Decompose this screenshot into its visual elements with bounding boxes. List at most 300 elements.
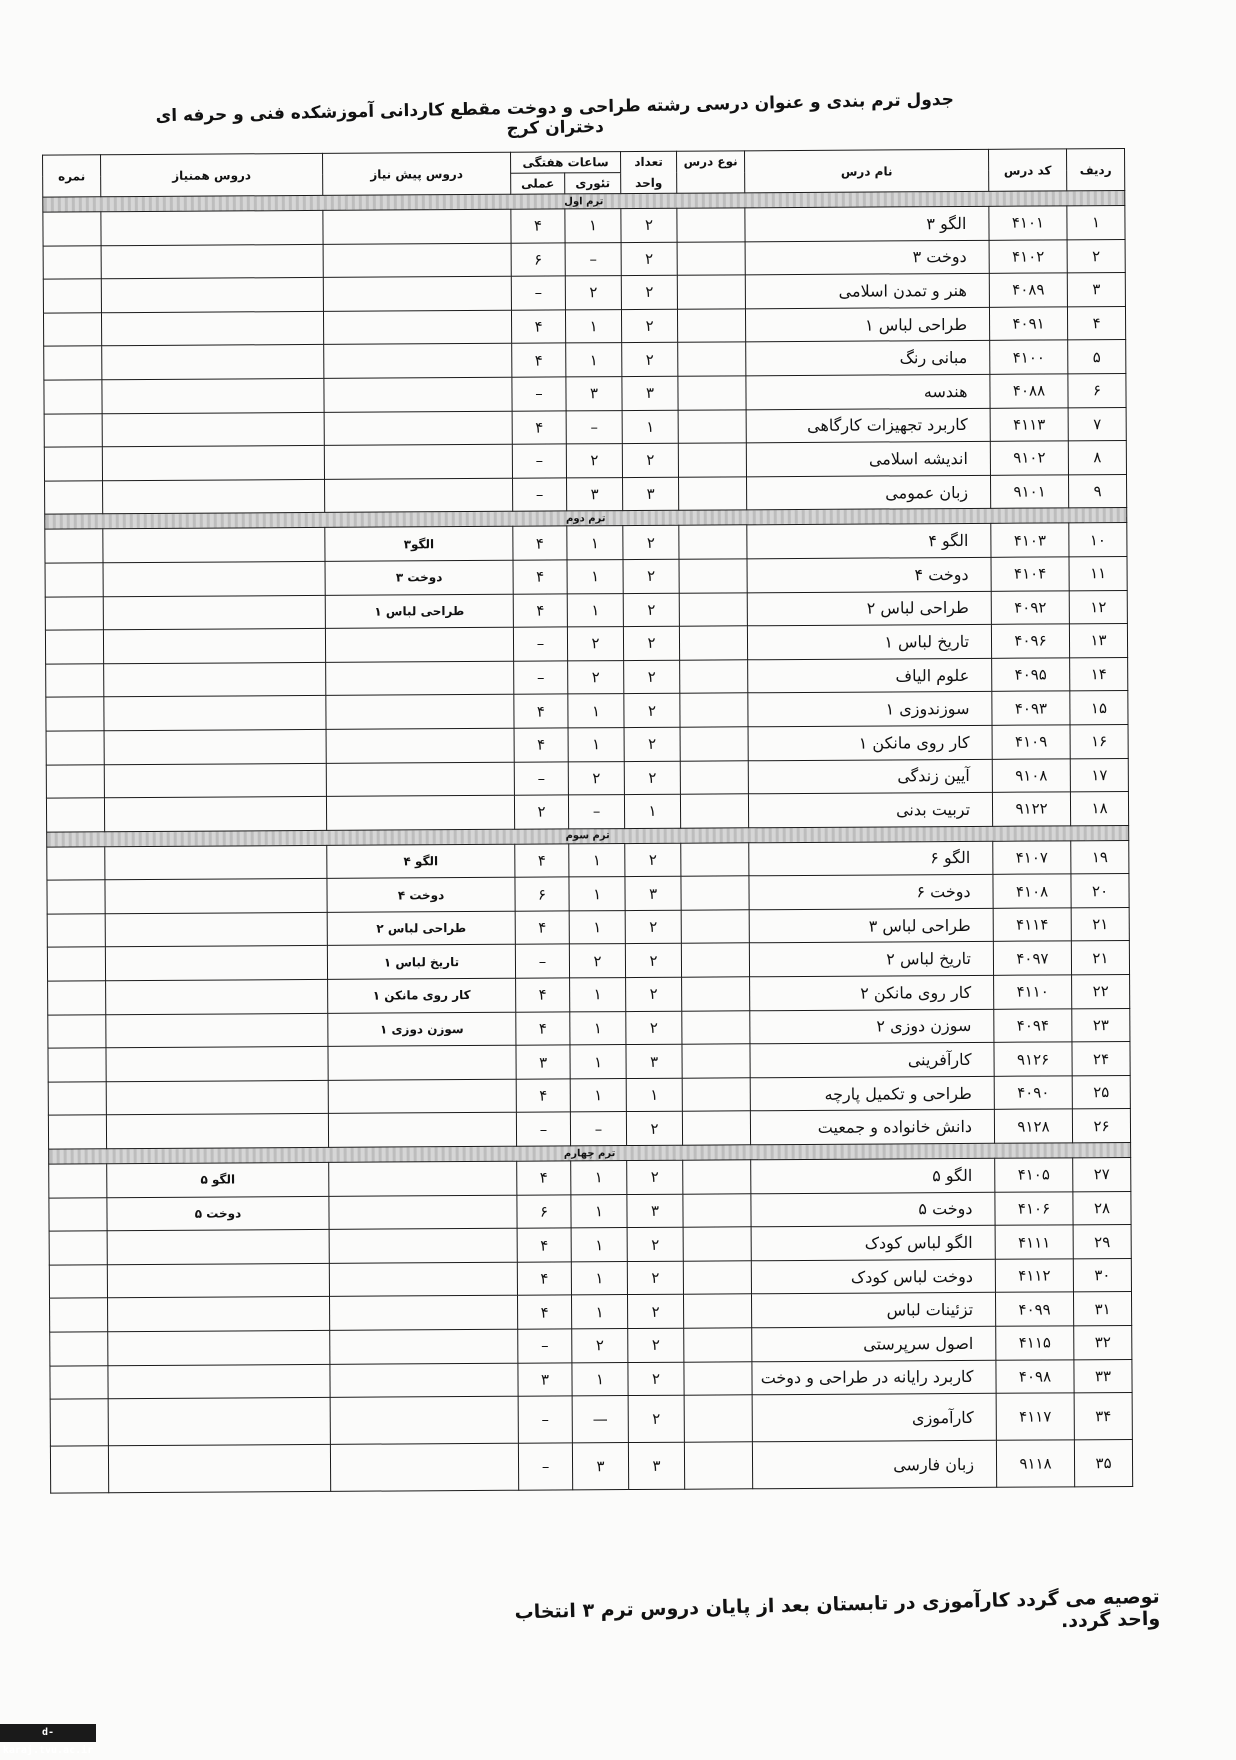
cell-prereq [329, 1228, 517, 1263]
cell-theory: ۲ [568, 761, 624, 795]
cell-row: ۱۳ [1069, 624, 1127, 658]
cell-units: ۲ [624, 694, 680, 728]
cell-coreq [104, 729, 326, 764]
cell-type [684, 1442, 752, 1489]
cell-name: کار روی مانکن ۱ [748, 725, 992, 760]
cell-prereq [326, 695, 514, 730]
cell-prereq: الگو۳ [325, 527, 513, 562]
page-title: جدول ترم بندی و عنوان درسی رشته طراحی و دوخت مقطع کاردانی آموزشکده فنی و حرفه ای دختران کرج [155, 89, 955, 140]
cell-theory: – [570, 1112, 626, 1146]
cell-practical: – [513, 627, 567, 661]
cell-theory: ۱ [570, 1045, 626, 1079]
cell-units: ۲ [627, 1160, 683, 1194]
cell-name: زبان فارسی [752, 1440, 996, 1488]
cell-type [684, 1395, 752, 1442]
cell-type [683, 1193, 751, 1227]
header-code: کد درس [989, 149, 1067, 191]
cell-type [681, 876, 749, 910]
cell-theory: – [568, 795, 624, 829]
cell-coreq [103, 629, 325, 664]
cell-theory: ۱ [571, 1228, 627, 1262]
cell-prereq [323, 310, 511, 345]
cell-row: ۳۴ [1074, 1393, 1132, 1440]
header-coreq: دروس همنیاز [101, 153, 323, 196]
cell-prereq [325, 478, 513, 513]
cell-prereq [326, 661, 514, 696]
cell-row: ۱۱ [1069, 556, 1127, 590]
cell-units: ۲ [621, 208, 677, 242]
cell-practical: – [511, 276, 565, 310]
cell-name: اصول سرپرستی [752, 1326, 996, 1361]
cell-practical: – [518, 1396, 572, 1443]
cell-units: ۲ [624, 761, 680, 795]
cell-practical: ۴ [515, 911, 569, 945]
table-row [50, 1440, 1132, 1494]
cell-theory: ۲ [572, 1329, 628, 1363]
cell-units: ۲ [624, 727, 680, 761]
header-prereq: دروس پیش نیاز [323, 152, 511, 195]
cell-code: ۴۰۹۵ [992, 658, 1070, 692]
cell-units: ۲ [621, 242, 677, 276]
cell-units: ۲ [623, 626, 679, 660]
cell-code: ۴۰۹۲ [991, 590, 1069, 624]
cell-row: ۱۰ [1069, 523, 1127, 557]
cell-grade [47, 947, 105, 981]
cell-row: ۱۹ [1071, 840, 1129, 874]
cell-type [680, 660, 748, 694]
cell-code: ۴۰۹۳ [992, 691, 1070, 725]
cell-theory: ۱ [568, 694, 624, 728]
cell-practical: – [514, 661, 568, 695]
cell-row: ۳ [1067, 273, 1125, 307]
cell-practical: – [512, 377, 566, 411]
cell-grade [46, 798, 104, 832]
cell-code: ۴۰۹۶ [991, 624, 1069, 658]
cell-practical: ۴ [517, 1161, 571, 1195]
cell-coreq: الگو ۵ [107, 1162, 329, 1197]
cell-prereq [323, 276, 511, 311]
cell-prereq [329, 1195, 517, 1230]
cell-theory: ۲ [569, 944, 625, 978]
cell-theory: ۱ [569, 877, 625, 911]
cell-row: ۳۵ [1074, 1440, 1132, 1487]
term-label: ترم دوم [45, 508, 1127, 530]
cell-prereq: طراحی لباس ۲ [327, 911, 515, 946]
cell-units: ۲ [628, 1328, 684, 1362]
cell-prereq [326, 762, 514, 797]
cell-grade [47, 914, 105, 948]
cell-name: دانش خانواده و جمعیت [750, 1110, 994, 1145]
cell-grade [50, 1332, 108, 1366]
cell-grade [43, 279, 101, 313]
cell-grade [50, 1298, 108, 1332]
cell-name: تاریخ لباس ۱ [747, 624, 991, 659]
cell-units: ۲ [628, 1295, 684, 1329]
cell-type [679, 477, 747, 511]
cell-practical: ۴ [517, 1295, 571, 1329]
cell-units: ۳ [626, 1044, 682, 1078]
cell-name: دوخت ۴ [747, 557, 991, 592]
cell-code: ۴۰۹۴ [994, 1008, 1072, 1042]
cell-grade [50, 1365, 108, 1399]
cell-units: ۳ [622, 376, 678, 410]
cell-name: الگو ۶ [749, 841, 993, 876]
cell-units: ۲ [623, 526, 679, 560]
cell-theory: ۱ [569, 843, 625, 877]
cell-practical: ۴ [514, 694, 568, 728]
cell-type [677, 208, 745, 242]
header-theory: تئوری [565, 173, 621, 194]
cell-name: دوخت ۶ [749, 875, 993, 910]
cell-row: ۲۰ [1071, 874, 1129, 908]
cell-code: ۴۱۱۵ [996, 1326, 1074, 1360]
cell-prereq [330, 1329, 518, 1364]
cell-type [677, 241, 745, 275]
cell-name: سوزن دوزی ۲ [750, 1009, 994, 1044]
cell-row: ۲۷ [1073, 1158, 1131, 1192]
cell-name: طراحی لباس ۱ [745, 307, 989, 342]
cell-coreq [103, 595, 325, 630]
cell-name: تربیت بدنی [748, 792, 992, 827]
cell-theory: — [572, 1396, 628, 1443]
cell-row: ۱۵ [1070, 691, 1128, 725]
cell-code: ۹۱۲۸ [994, 1109, 1072, 1143]
cell-type [684, 1294, 752, 1328]
cell-prereq: دوخت ۳ [325, 560, 513, 595]
cell-type [683, 1261, 751, 1295]
cell-theory: ۱ [567, 593, 623, 627]
cell-code: ۴۰۹۱ [989, 307, 1067, 341]
cell-type [680, 794, 748, 828]
cell-grade [48, 1115, 106, 1149]
cell-coreq [101, 278, 323, 313]
cell-name: کار روی مانکن ۲ [750, 975, 994, 1010]
cell-practical: ۲ [514, 795, 568, 829]
cell-code: ۴۱۱۴ [993, 908, 1071, 942]
cell-row: ۹ [1069, 474, 1127, 508]
cell-type [678, 409, 746, 443]
cell-type [679, 559, 747, 593]
cell-coreq [105, 946, 327, 981]
cell-units: ۲ [625, 944, 681, 978]
cell-name: کاربرد تجهیزات کارگاهی [746, 408, 990, 443]
cell-coreq [105, 845, 327, 880]
cell-units: ۲ [628, 1395, 684, 1442]
cell-theory: ۳ [567, 477, 623, 511]
cell-grade [43, 245, 101, 279]
cell-code: ۴۱۱۳ [990, 407, 1068, 441]
cell-units: ۲ [626, 1011, 682, 1045]
cell-row: ۴ [1067, 306, 1125, 340]
cell-theory: ۱ [568, 727, 624, 761]
header-row: ردیف [1067, 148, 1125, 190]
cell-name: اندیشه اسلامی [746, 441, 990, 476]
cell-code: ۴۱۱۱ [995, 1225, 1073, 1259]
cell-units: ۲ [622, 443, 678, 477]
cell-type [679, 525, 747, 559]
cell-coreq [106, 1013, 328, 1048]
cell-prereq [330, 1363, 518, 1398]
cell-prereq: الگو ۴ [327, 844, 515, 879]
cell-practical: ۴ [516, 1079, 570, 1113]
cell-grade [45, 596, 103, 630]
cell-theory: ۳ [566, 377, 622, 411]
cell-name: دوخت ۵ [751, 1192, 995, 1227]
cell-code: ۴۱۰۵ [995, 1158, 1073, 1192]
cell-coreq [106, 1080, 328, 1115]
cell-type [681, 910, 749, 944]
term-label: ترم اول [43, 190, 1125, 212]
cell-grade [43, 313, 101, 347]
cell-row: ۷ [1068, 407, 1126, 441]
cell-coreq [104, 763, 326, 798]
cell-coreq [107, 1263, 329, 1298]
cell-coreq [108, 1398, 330, 1446]
cell-theory: ۱ [567, 526, 623, 560]
cell-code: ۴۱۰۳ [991, 523, 1069, 557]
cell-coreq [107, 1230, 329, 1265]
cell-code: ۴۱۰۰ [990, 340, 1068, 374]
cell-row: ۱ [1067, 205, 1125, 239]
cell-code: ۹۱۱۸ [996, 1440, 1074, 1487]
cell-prereq [323, 243, 511, 278]
cell-grade [44, 447, 102, 481]
header-type-bottom [677, 172, 745, 193]
header-type [677, 151, 745, 172]
cell-practical: ۶ [511, 243, 565, 277]
cell-practical: ۴ [513, 526, 567, 560]
cell-coreq [103, 479, 325, 514]
cell-code: ۹۱۰۸ [992, 758, 1070, 792]
cell-practical: ۴ [513, 560, 567, 594]
cell-units: ۲ [625, 843, 681, 877]
term-label: ترم چهارم [49, 1143, 1131, 1165]
cell-theory: ۱ [569, 910, 625, 944]
cell-coreq: دوخت ۵ [107, 1196, 329, 1231]
cell-grade [44, 380, 102, 414]
cell-prereq [329, 1262, 517, 1297]
cell-theory: ۱ [565, 309, 621, 343]
cell-prereq [329, 1161, 517, 1196]
cell-name: سوزندوزی ۱ [748, 692, 992, 727]
cell-units: ۱ [622, 410, 678, 444]
cell-practical: – [513, 478, 567, 512]
cell-code: ۴۱۰۸ [993, 874, 1071, 908]
table-row [50, 1393, 1132, 1447]
cell-grade [48, 981, 106, 1015]
cell-theory: ۱ [566, 343, 622, 377]
cell-practical: – [512, 444, 566, 478]
cell-grade [49, 1164, 107, 1198]
cell-prereq [328, 1113, 516, 1148]
cell-code: ۴۰۸۹ [989, 273, 1067, 307]
cell-name: تاریخ لباس ۲ [749, 942, 993, 977]
cell-coreq [101, 311, 323, 346]
cell-name: الگو ۵ [751, 1158, 995, 1193]
cell-prereq [324, 344, 512, 379]
cell-name: الگو ۳ [745, 206, 989, 241]
cell-theory: ۳ [572, 1443, 628, 1490]
cell-name: کاربرد رایانه در طراحی و دوخت [752, 1360, 996, 1395]
cell-type [680, 760, 748, 794]
cell-practical: ۴ [511, 310, 565, 344]
cell-code: ۴۱۰۹ [992, 725, 1070, 759]
cell-theory: ۱ [570, 978, 626, 1012]
cell-units: ۲ [622, 343, 678, 377]
cell-prereq [326, 728, 514, 763]
cell-prereq [328, 1045, 516, 1080]
cell-coreq [104, 796, 326, 831]
cell-code: ۴۰۹۹ [996, 1292, 1074, 1326]
cell-type [680, 693, 748, 727]
cell-prereq: تاریخ لباس ۱ [327, 945, 515, 980]
cell-row: ۲۸ [1073, 1191, 1131, 1225]
cell-units: ۳ [623, 477, 679, 511]
cell-coreq [105, 879, 327, 914]
cell-type [684, 1361, 752, 1395]
cell-type [683, 1227, 751, 1261]
cell-coreq [108, 1445, 330, 1493]
cell-coreq [101, 244, 323, 279]
cell-code: ۹۱۰۱ [991, 475, 1069, 509]
cell-theory: ۱ [571, 1194, 627, 1228]
cell-code: ۴۰۹۷ [993, 941, 1071, 975]
cell-units: ۱ [624, 794, 680, 828]
cell-coreq [102, 345, 324, 380]
cell-prereq [330, 1296, 518, 1331]
cell-grade [47, 880, 105, 914]
cell-type [678, 342, 746, 376]
cell-practical: – [518, 1329, 572, 1363]
cell-type [681, 842, 749, 876]
cell-row: ۳۳ [1074, 1359, 1132, 1393]
cell-row: ۶ [1068, 373, 1126, 407]
cell-type [682, 1078, 750, 1112]
header-type-label: نوع درس [683, 154, 738, 169]
cell-prereq: سوزن دوزی ۱ [328, 1012, 516, 1047]
cell-name: کارآموزی [752, 1393, 996, 1441]
cell-grade [50, 1446, 108, 1493]
cell-grade [44, 346, 102, 380]
cell-practical: ۴ [513, 593, 567, 627]
cell-row: ۲۶ [1072, 1109, 1130, 1143]
cell-code: ۴۱۰۶ [995, 1191, 1073, 1225]
cell-code: ۹۱۰۲ [990, 441, 1068, 475]
cell-row: ۲۳ [1072, 1008, 1130, 1042]
cell-name: تزئینات لباس [752, 1293, 996, 1328]
cell-prereq [330, 1443, 518, 1491]
cell-row: ۳۱ [1074, 1292, 1132, 1326]
cell-grade [46, 731, 104, 765]
footer-note: توصیه می گردد کارآموزی در تابستان بعد از پایان دروس ترم ۳ انتخاب واحد گردد. [514, 1585, 1161, 1633]
cell-practical: – [518, 1443, 572, 1490]
header-name: نام درس [745, 149, 989, 192]
cell-practical: ۴ [512, 343, 566, 377]
cell-prereq: کار روی مانکن ۱ [328, 978, 516, 1013]
cell-type [677, 275, 745, 309]
cell-grade [43, 212, 101, 246]
cell-row: ۲ [1067, 239, 1125, 273]
cell-grade [45, 480, 103, 514]
cell-coreq [101, 210, 323, 245]
cell-units: ۲ [623, 593, 679, 627]
cell-theory: ۲ [568, 660, 624, 694]
cell-units: ۲ [626, 977, 682, 1011]
cell-name: مبانی رنگ [746, 341, 990, 376]
cell-practical: ۴ [517, 1262, 571, 1296]
cell-grade [48, 1048, 106, 1082]
cell-row: ۸ [1068, 441, 1126, 475]
cell-row: ۱۲ [1069, 590, 1127, 624]
cell-grade [49, 1265, 107, 1299]
cell-practical: ۴ [511, 209, 565, 243]
cell-grade [46, 697, 104, 731]
cell-type [678, 376, 746, 410]
cell-type [683, 1160, 751, 1194]
cell-theory: ۲ [566, 444, 622, 478]
cell-units: ۲ [624, 660, 680, 694]
cell-prereq: دوخت ۴ [327, 878, 515, 913]
cell-practical: ۴ [512, 410, 566, 444]
cell-prereq [323, 209, 511, 244]
cell-type [678, 443, 746, 477]
cell-grade [49, 1231, 107, 1265]
cell-theory: – [566, 410, 622, 444]
site-logo: d-karaj.tvu.ac.ir [0, 1724, 96, 1742]
cell-row: ۲۹ [1073, 1225, 1131, 1259]
cell-theory: ۱ [571, 1161, 627, 1195]
cell-units: ۲ [625, 910, 681, 944]
cell-theory: – [565, 242, 621, 276]
cell-theory: ۱ [571, 1261, 627, 1295]
cell-prereq [325, 627, 513, 662]
cell-row: ۱۶ [1070, 724, 1128, 758]
cell-type [679, 626, 747, 660]
cell-theory: ۱ [567, 560, 623, 594]
cell-code: ۴۱۰۲ [989, 239, 1067, 273]
cell-practical: ۴ [516, 1012, 570, 1046]
cell-coreq [108, 1297, 330, 1332]
cell-row: ۲۲ [1072, 975, 1130, 1009]
cell-units: ۲ [626, 1112, 682, 1146]
cell-coreq [106, 979, 328, 1014]
cell-name: دوخت لباس کودک [751, 1259, 995, 1294]
cell-grade [45, 630, 103, 664]
cell-row: ۳۰ [1073, 1258, 1131, 1292]
cell-name: الگو لباس کودک [751, 1226, 995, 1261]
cell-code: ۴۰۹۰ [994, 1076, 1072, 1110]
cell-row: ۱۴ [1070, 657, 1128, 691]
cell-theory: ۱ [572, 1295, 628, 1329]
cell-type [682, 977, 750, 1011]
term-label: ترم سوم [47, 825, 1129, 847]
cell-coreq [104, 662, 326, 697]
cell-grade [46, 764, 104, 798]
cell-practical: – [514, 761, 568, 795]
cell-code: ۴۰۹۸ [996, 1359, 1074, 1393]
cell-practical: ۴ [517, 1228, 571, 1262]
cell-units: ۲ [621, 275, 677, 309]
cell-name: آیین زندگی [748, 759, 992, 794]
cell-type [681, 943, 749, 977]
cell-prereq [328, 1079, 516, 1114]
cell-name: علوم الیاف [748, 658, 992, 693]
cell-units: ۲ [628, 1362, 684, 1396]
cell-type [684, 1328, 752, 1362]
cell-coreq [104, 696, 326, 731]
cell-coreq [102, 446, 324, 481]
cell-grade [45, 563, 103, 597]
